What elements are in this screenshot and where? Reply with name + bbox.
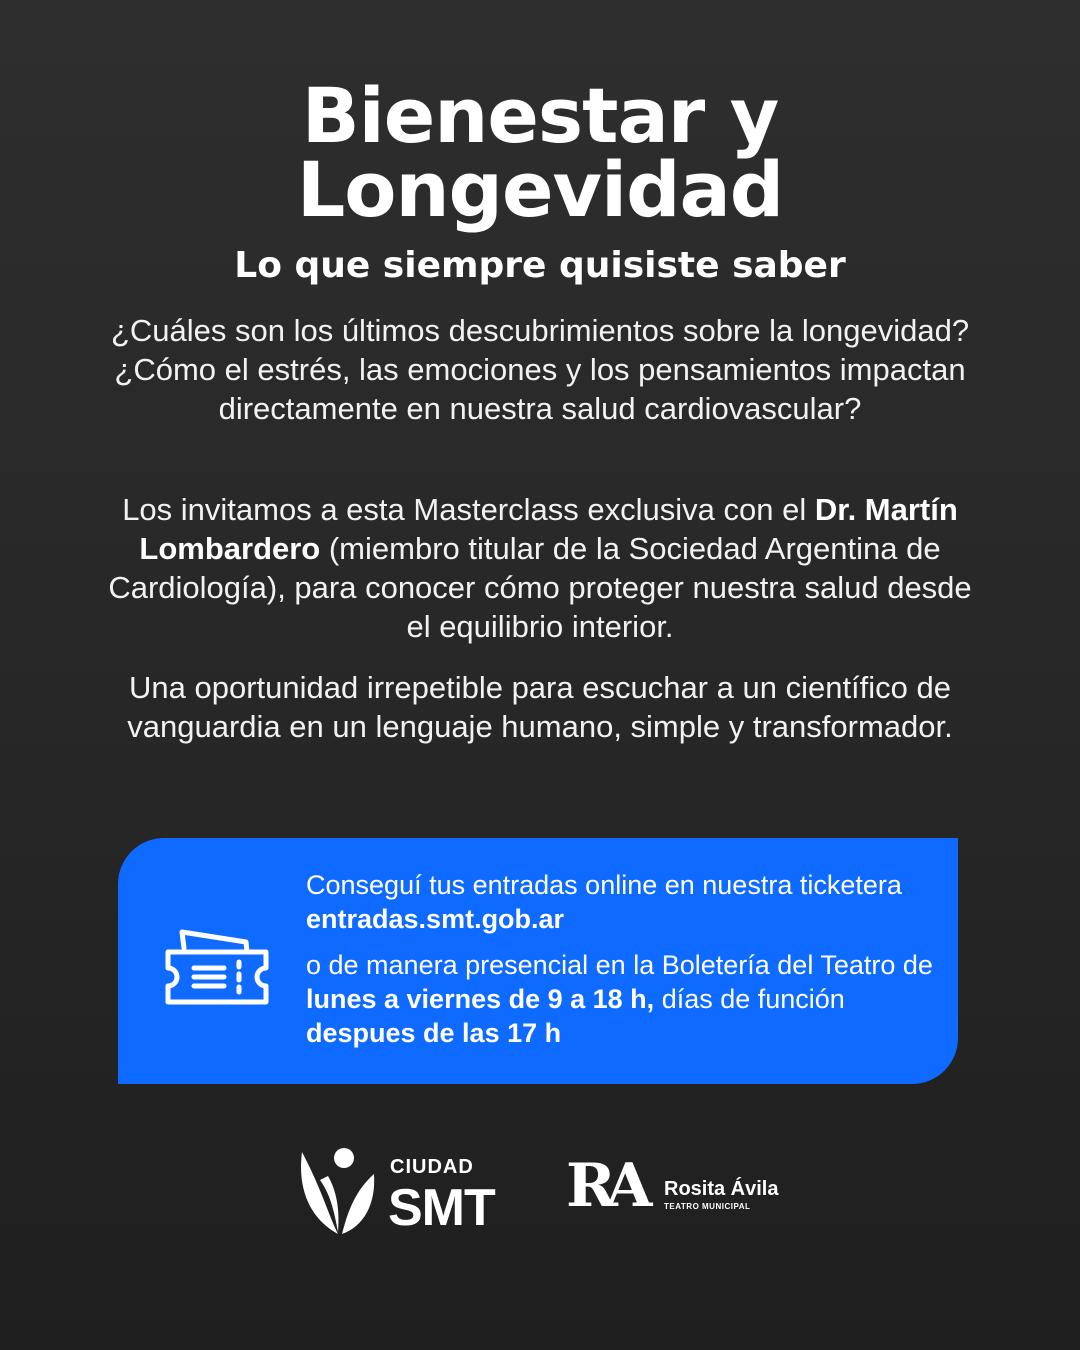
title-line-1: Bienestar y bbox=[301, 71, 779, 160]
rosita-avila-name: Rosita Ávila bbox=[664, 1178, 779, 1200]
smt-label-small: CIUDAD bbox=[390, 1156, 474, 1178]
ticket-online-info bbox=[306, 868, 936, 936]
subtitle: Lo que siempre quisiste saber bbox=[234, 245, 846, 286]
ticket-presencial-info bbox=[306, 948, 936, 1050]
box-office-hours: lunes a viernes de 9 a 18 h, bbox=[306, 984, 655, 1014]
presencial-text: o de manera presencial en la Boletería del Teatro de bbox=[306, 950, 933, 980]
footer-logos bbox=[0, 1140, 1080, 1240]
smt-label-big: SMT bbox=[388, 1179, 495, 1237]
paragraph-intro: ¿Cuáles son los últimos descubrimientos sobre la longevidad?¿Cómo el estrés, las emociones y los pensamientos impactan directamente en nuestra salud cardiovascular? bbox=[110, 313, 970, 426]
rosita-avila-logo-mark: RA bbox=[566, 1151, 643, 1221]
ticket-icon bbox=[162, 918, 272, 1014]
title-line-2: Longevidad bbox=[296, 145, 784, 234]
invitation-text-start: Los invitamos a esta Masterclass exclusiva con el bbox=[122, 492, 815, 527]
function-days-hours: despues de las 17 h bbox=[306, 1018, 562, 1048]
invitation-text-end: (miembro titular de la Sociedad Argentina de Cardiología), para conocer cómo proteger nuestra salud desde el equilibrio interior. bbox=[108, 531, 972, 644]
ticket-url-link[interactable]: entradas.smt.gob.ar bbox=[306, 904, 565, 934]
speaker-name: Dr. Martín Lombardero bbox=[139, 492, 958, 566]
paragraph-opportunity: Una oportunidad irrepetible para escuchar a un científico de vanguardia en un lenguaje humano, simple y transformador. bbox=[127, 670, 953, 744]
teatro-municipal-label: TEATRO MUNICIPAL bbox=[664, 1202, 751, 1211]
function-days-text: días de función bbox=[654, 984, 845, 1014]
ciudad-smt-logo-icon bbox=[298, 1144, 378, 1236]
online-text: Conseguí tus entradas online en nuestra ticketera bbox=[306, 870, 902, 900]
ticket-info-box bbox=[118, 838, 958, 1084]
paragraph-invitation bbox=[100, 490, 980, 646]
